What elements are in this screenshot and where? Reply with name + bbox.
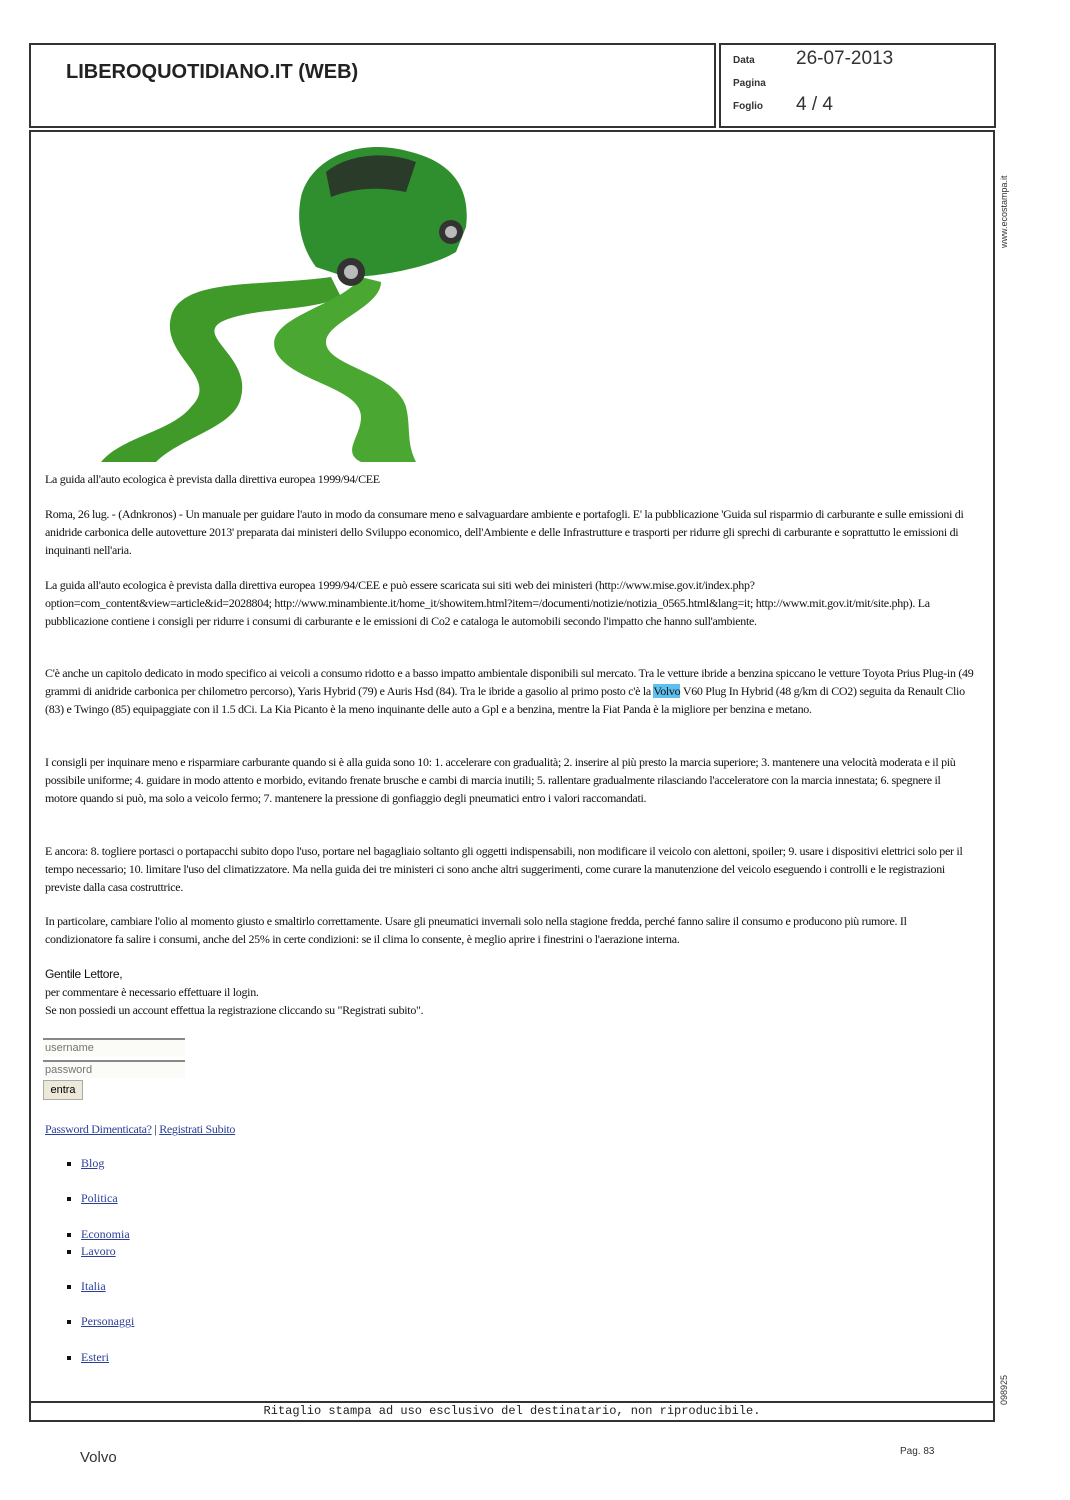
nav-item-italia	[81, 1279, 106, 1294]
login-greeting: Gentile Lettore,	[45, 967, 123, 981]
keyword-label: Volvo	[80, 1449, 117, 1466]
forgot-password-link[interactable]: Password Dimenticata?	[45, 1122, 152, 1136]
article-paragraph: La guida all'auto ecologica è prevista dalla direttiva europea 1999/94/CEE e può essere scaricata sui siti web dei ministeri (http://www.mise.gov.it/index.php?option=com_content&view=article&id=2028804; http://www.minambiente.it/home_it/showitem.html?item=/documenti/notizie/notizia_0565.html&lang=it; http://www.mit.gov.it/mit/site.php). La pubblicazione contiene i consigli per ridurre i consumi di carburante e le emissioni di Co2 e cataloga le automobili secondo l'impatto che hanno sull'ambiente.	[45, 578, 930, 628]
nav-link[interactable]: Economia	[81, 1227, 130, 1241]
page-label: Pagina	[733, 78, 766, 89]
nav-link[interactable]: Politica	[81, 1191, 118, 1205]
nav-item-politica	[81, 1191, 118, 1206]
article-paragraph: In particolare, cambiare l'olio al momento giusto e smaltirlo correttamente. Usare gli pneumatici invernali solo nella stagione fredda, perché fanno salire il consumo e producono più rumore. Il condizionatore fa salire i consumi, anche del 25% in certe condizioni: se il clima lo consente, è meglio aprire i finestrini o l'aerazione interna.	[45, 914, 907, 946]
article-paragraph: E ancora: 8. togliere portasci o portapacchi subito dopo l'uso, portare nel bagagliaio soltanto gli oggetti indispensabili, non modificare il veicolo con alettoni, spoiler; 9. usare i dispositivi elettrici solo per il tempo necessario; 10. limitare l'uso del climatizzatore. Ma nella guida dei tre ministeri ci sono anche altri suggerimenti, come curare la manutenzione del veicolo eseguendo i controlli e le registrazioni previste dalla casa costruttrice.	[45, 844, 963, 894]
article-paragraph: I consigli per inquinare meno e risparmiare carburante quando si è alla guida sono 10: 1. accelerare con gradualità; 2. inserire al più presto la marcia superiore; 3. mantenere una velocità moderata e il più possibile uniforme; 4. guidare in modo attento e morbido, evitando frenate brusche e cambi di marcia inutili; 5. rallentare gradualmente rilasciando l'acceleratore con la marcia innestata; 6. spegnere il motore quando si può, ma solo a veicolo fermo; 7. mantenere la pressione di gonfiaggio degli pneumatici entro i valori raccomandati.	[45, 755, 956, 805]
article-paragraph: Roma, 26 lug. - (Adnkronos) - Un manuale per guidare l'auto in modo da consumare meno e salvaguardare ambiente e portafogli. E' la pubblicazione 'Guida sul risparmio di carburante e sulle emissioni di anidride carbonica delle autovetture 2013' preparata dai ministeri dello Sviluppo economico, dell'Ambiente e delle Infrastrutture e trasporti per ridurre gli sprechi di carburante e soprattutto le emissioni di inquinanti nell'aria.	[45, 507, 964, 557]
password-input[interactable]	[43, 1060, 185, 1078]
register-link[interactable]: Registrati Subito	[159, 1122, 236, 1136]
publication-header	[29, 43, 716, 128]
nav-link[interactable]: Blog	[81, 1156, 105, 1170]
login-submit-button[interactable]: entra	[43, 1080, 83, 1100]
nav-link[interactable]: Esteri	[81, 1350, 109, 1364]
username-input[interactable]	[43, 1038, 185, 1056]
article-image-green-car	[61, 137, 491, 462]
nav-item-lavoro	[81, 1244, 116, 1259]
date-value: 26-07-2013	[796, 48, 894, 69]
image-caption: La guida all'auto ecologica è prevista dalla direttiva europea 1999/94/CEE	[45, 472, 380, 486]
page-number: Pag. 83	[900, 1446, 935, 1457]
nav-item-personaggi	[81, 1314, 134, 1329]
reproduction-notice: Ritaglio stampa ad uso esclusivo del destinatario, non riproducibile.	[31, 1401, 993, 1420]
clipping-code: 098925	[999, 1374, 1009, 1405]
sheet-value: 4 / 4	[796, 94, 833, 115]
nav-link[interactable]: Italia	[81, 1279, 106, 1293]
car-icon	[299, 147, 467, 286]
keyword-highlight: Volvo	[653, 684, 681, 698]
nav-item-blog	[81, 1156, 104, 1171]
article-frame	[29, 130, 995, 1422]
login-message: per commentare è necessario effettuare il login.	[45, 985, 259, 999]
publication-name: LIBEROQUOTIDIANO.IT (WEB)	[66, 61, 359, 83]
account-links	[45, 1120, 975, 1138]
link-separator: |	[154, 1122, 157, 1136]
nav-link[interactable]: Lavoro	[81, 1244, 116, 1258]
article-paragraph	[45, 664, 975, 718]
text-span: C'è anche un capitolo dedicato in modo specifico ai veicoli a consumo ridotto e a basso impatto ambientale disponibili sul mercato. Tra le vetture ibride a benzina spiccano le vetture Toyota Prius Plug-in (49 grammi di anidride carbonica per chilometro percorso), Yaris Hybrid (79) e Auris Hsd (84). Tra le ibride a gasolio al primo posto c'è la	[45, 666, 974, 698]
clipping-meta	[719, 43, 996, 128]
nav-link[interactable]: Personaggi	[81, 1314, 135, 1328]
date-label: Data	[733, 55, 755, 66]
site-watermark: www.ecostampa.it	[999, 175, 1009, 248]
nav-item-economia	[81, 1227, 130, 1242]
login-message: Se non possiedi un account effettua la registrazione cliccando su "Registrati subito".	[45, 1003, 424, 1017]
text-span: V60 Plug In Hybrid (48 g/km di CO2) seguita da Renault Clio (83) e Twingo (85) equipaggiate con il 1.5 dCi. La Kia Picanto è la meno inquinante delle auto a Gpl e a benzina, mentre la Fiat Panda è la migliore per benzina e metano.	[45, 684, 965, 716]
nav-item-esteri	[81, 1350, 109, 1365]
sheet-label: Foglio	[733, 101, 763, 112]
